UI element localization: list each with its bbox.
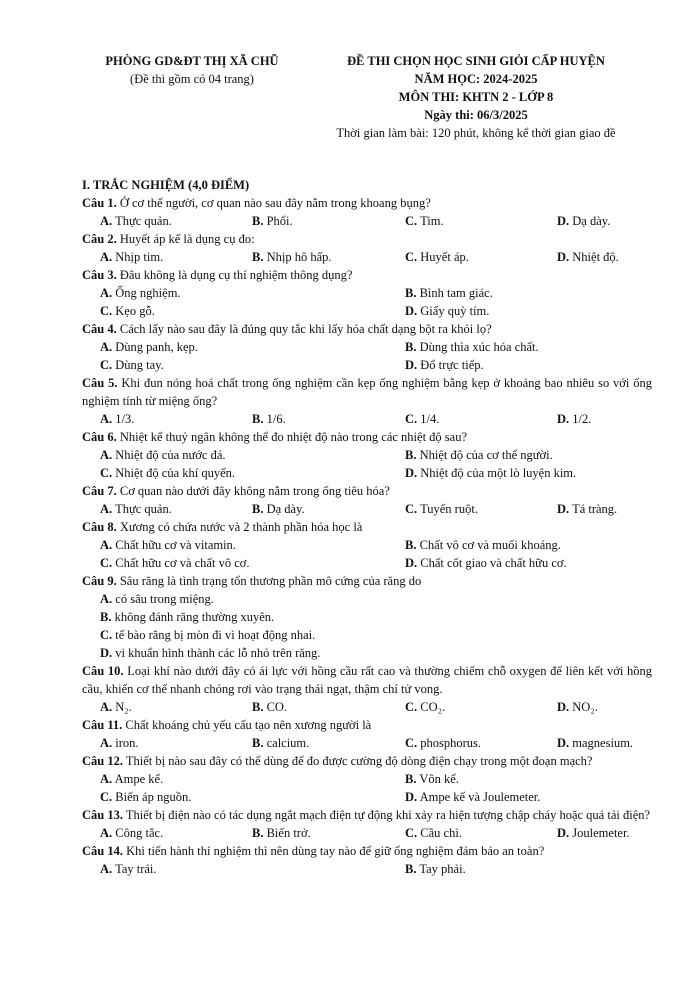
department-name: PHÒNG GD&ĐT THỊ XÃ CHŨ	[105, 54, 279, 68]
header-left	[82, 52, 302, 88]
option-b: B. Biến trở.	[252, 826, 311, 840]
option-a: A. 1/3.	[100, 412, 135, 426]
question	[82, 428, 652, 446]
option-b: B. CO.	[252, 700, 288, 714]
option-b: B. không đánh răng thường xuyên.	[100, 610, 275, 624]
pages-note: (Đề thi gồm có 04 trang)	[130, 72, 254, 86]
question	[82, 752, 652, 770]
question-text: Loại khí nào dưới đây có ái lực với hồng cầu rất cao và thường chiếm chỗ oxygen để liên kết với hồng cầu, khiến cơ thể nhanh chóng rơi vào trạng thái ngạt, thậm chí tử vong.	[82, 664, 653, 696]
options-row	[82, 248, 652, 266]
option-a: A. Thực quản.	[100, 214, 172, 228]
header-right	[300, 52, 652, 142]
option-a: A. Tay trái.	[100, 862, 157, 876]
option-d: D. Joulemeter.	[557, 826, 630, 840]
option-d: D. magnesium.	[557, 736, 634, 750]
question	[82, 194, 652, 212]
question-text: Khi đun nóng hoá chất trong ống nghiệm cần kẹp ống nghiệm bằng kẹp ở khoảng bao nhiêu so với ống nghiệm tính từ miệng ống?	[82, 376, 653, 408]
options-row	[82, 338, 652, 356]
question-text: Cơ quan nào dưới đây không nằm trong ống tiêu hóa?	[119, 484, 390, 498]
option-a: A. Nhịp tim.	[100, 250, 164, 264]
question-label: Câu 14.	[82, 844, 123, 858]
option-c: C. Cầu chì.	[405, 826, 462, 840]
question-text: Đâu không là dụng cụ thí nghiệm thông dụng?	[119, 268, 353, 282]
question-text: Sâu răng là tình trạng tổn thương phần mô cứng của răng do	[119, 574, 422, 588]
option-d: D. Tá tràng.	[557, 502, 618, 516]
option-d: D. Chất cốt giao và chất hữu cơ.	[405, 556, 567, 570]
question-label: Câu 3.	[82, 268, 117, 282]
option-c: C. tế bào răng bị mòn đi vì hoạt động nhai.	[100, 628, 316, 642]
question-text: Nhiệt kế thuỷ ngân không thể đo nhiệt độ nào trong các nhiệt độ sau?	[119, 430, 467, 444]
options-row	[82, 788, 652, 806]
option-a: A. Ampe kế.	[100, 772, 164, 786]
option-d: D. Ampe kế và Joulemeter.	[405, 790, 541, 804]
option-d: D. Dạ dày.	[557, 214, 611, 228]
option-b: B. Chất vô cơ và muối khoáng.	[405, 538, 561, 552]
option-a: A. iron.	[100, 736, 139, 750]
options-row	[82, 446, 652, 464]
question-label: Câu 1.	[82, 196, 117, 210]
question	[82, 374, 652, 410]
options-row	[82, 284, 652, 302]
question	[82, 266, 652, 284]
option-b: B. Vôn kế.	[405, 772, 459, 786]
question-label: Câu 6.	[82, 430, 117, 444]
question-label: Câu 7.	[82, 484, 117, 498]
question-text: Ở cơ thể người, cơ quan nào sau đây nằm trong khoang bụng?	[119, 196, 431, 210]
question	[82, 662, 652, 698]
option-c: C. Tuyến ruột.	[405, 502, 478, 516]
option-b: B. Dạ dày.	[252, 502, 305, 516]
exam-content	[82, 176, 652, 878]
options-row	[82, 698, 652, 716]
question-label: Câu 13.	[82, 808, 123, 822]
option-a: A. N₂.	[100, 700, 132, 714]
option-c: C. Nhiệt độ của khí quyển.	[100, 466, 236, 480]
option-c: C. Huyết áp.	[405, 250, 469, 264]
option-c: C. CO₂.	[405, 700, 446, 714]
option-d: D. NO₂.	[557, 700, 598, 714]
options-row	[82, 212, 652, 230]
question	[82, 716, 652, 734]
option-c: C. Dùng tay.	[100, 358, 164, 372]
question-label: Câu 11.	[82, 718, 123, 732]
option-b: B. Bình tam giác.	[405, 286, 493, 300]
question	[82, 320, 652, 338]
question	[82, 230, 652, 248]
option-b: B. Dùng thìa xúc hóa chất.	[405, 340, 539, 354]
options-row	[82, 536, 652, 554]
option-b: B. Nhiệt độ của cơ thể người.	[405, 448, 553, 462]
question-text: Thiết bị điện nào có tác dụng ngắt mạch điện tự động khi xảy ra hiện tượng chập cháy hoặc quá tải điện?	[125, 808, 651, 822]
options-row	[82, 302, 652, 320]
question-label: Câu 4.	[82, 322, 117, 336]
option-b: B. 1/6.	[252, 412, 286, 426]
option-d: D. Đổ trực tiếp.	[405, 358, 484, 372]
option-c: C. Chất hữu cơ và chất vô cơ.	[100, 556, 250, 570]
options-row	[82, 770, 652, 788]
question-label: Câu 2.	[82, 232, 117, 246]
option-c: C. Kẹo gỗ.	[100, 304, 155, 318]
question-text: Chất khoáng chủ yếu cấu tạo nên xương người là	[125, 718, 372, 732]
options-row	[82, 356, 652, 374]
option-d: D. Nhiệt độ.	[557, 250, 619, 264]
question	[82, 482, 652, 500]
options-list	[82, 590, 652, 662]
options-row	[82, 500, 652, 518]
question-text: Thiết bị nào sau đây có thể dùng để đo được cường độ dòng điện chạy trong một đoạn mạch?	[125, 754, 593, 768]
question	[82, 806, 652, 824]
option-c: C. Biến áp nguồn.	[100, 790, 192, 804]
option-a: A. Ống nghiệm.	[100, 286, 181, 300]
question-label: Câu 5.	[82, 376, 118, 390]
subject-line: MÔN THI: KHTN 2 - LỚP 8	[398, 90, 554, 104]
option-b: B. Phổi.	[252, 214, 293, 228]
option-a: A. Chất hữu cơ và vitamin.	[100, 538, 236, 552]
option-b: B. Tay phải.	[405, 862, 466, 876]
option-d: D. Nhiệt độ của một lò luyện kim.	[405, 466, 577, 480]
option-a: A. Nhiệt độ của nước đá.	[100, 448, 226, 462]
school-year: NĂM HỌC: 2024-2025	[414, 72, 538, 86]
options-row	[82, 410, 652, 428]
option-d: D. Giấy quỳ tím.	[405, 304, 490, 318]
option-d: D. 1/2.	[557, 412, 592, 426]
question-label: Câu 10.	[82, 664, 124, 678]
options-row	[82, 824, 652, 842]
question-label: Câu 8.	[82, 520, 117, 534]
question-label: Câu 9.	[82, 574, 117, 588]
question-text: Xương có chứa nước và 2 thành phần hóa học là	[119, 520, 363, 534]
question-text: Khi tiến hành thí nghiệm thì nên dùng tay nào để giữ ống nghiệm đảm bảo an toàn?	[126, 844, 545, 858]
exam-duration: Thời gian làm bài: 120 phút, không kể thời gian giao đề	[336, 126, 616, 140]
exam-title: ĐỀ THI CHỌN HỌC SINH GIỎI CẤP HUYỆN	[347, 54, 605, 68]
option-a: A. Dùng panh, kẹp.	[100, 340, 198, 354]
section-title: I. TRẮC NGHIỆM (4,0 ĐIỂM)	[82, 178, 250, 192]
option-b: B. Nhịp hô hấp.	[252, 250, 332, 264]
options-row	[82, 554, 652, 572]
option-a: A. Thực quản.	[100, 502, 172, 516]
options-row	[82, 734, 652, 752]
option-c: C. 1/4.	[405, 412, 440, 426]
question	[82, 518, 652, 536]
options-row	[82, 464, 652, 482]
question-label: Câu 12.	[82, 754, 123, 768]
option-c: C. Tim.	[405, 214, 444, 228]
options-row	[82, 860, 652, 878]
question	[82, 572, 652, 590]
option-d: D. vi khuẩn hình thành các lỗ nhỏ trên răng.	[100, 646, 321, 660]
question-text: Huyết áp kế là dụng cụ đo:	[119, 232, 255, 246]
question	[82, 842, 652, 860]
exam-date: Ngày thi: 06/3/2025	[424, 108, 528, 122]
question-text: Cách lấy nào sau đây là đúng quy tắc khi lấy hóa chất dạng bột ra khỏi lọ?	[119, 322, 492, 336]
option-a: A. Công tắc.	[100, 826, 164, 840]
option-b: B. calcium.	[252, 736, 310, 750]
option-c: C. phosphorus.	[405, 736, 482, 750]
option-a: A. có sâu trong miệng.	[100, 592, 214, 606]
